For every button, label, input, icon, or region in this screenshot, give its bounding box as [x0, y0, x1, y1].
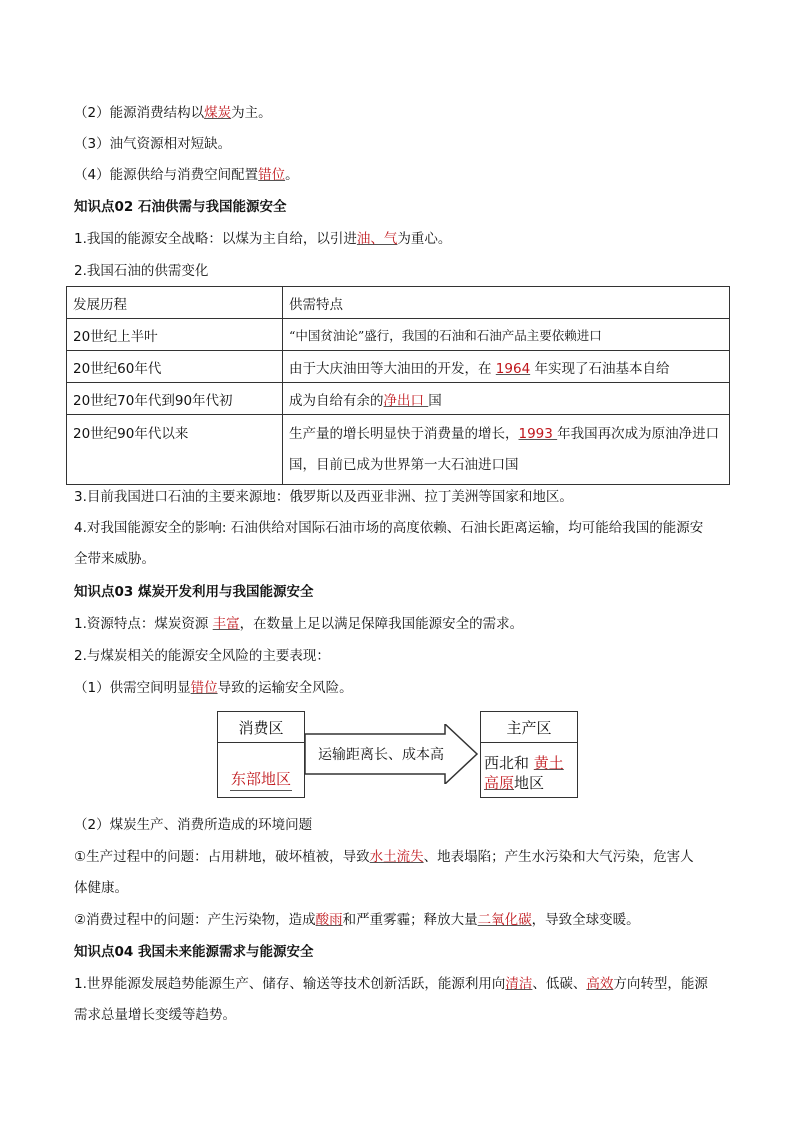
line-transport-risk: （1）供需空间明显错位导致的运输安全风险。 — [74, 680, 353, 696]
oil-supply-table — [66, 286, 730, 485]
answer-oil-gas: 油、气 — [356, 231, 398, 247]
line-oil-change-title: 2.我国石油的供需变化 — [74, 263, 209, 279]
production-region-box: 主产区 西北和 黄土 高原地区 — [480, 711, 578, 798]
answer-mismatch: 错位 — [258, 167, 286, 183]
line-production-problems-1: ①生产过程中的问题：占用耕地，破坏植被，导致水土流失、地表塌陷；产生水污染和大气污染，危害人 — [74, 849, 694, 865]
answer-acid-rain: 酸雨 — [315, 912, 343, 928]
answer-mismatch-2: 错位 — [190, 680, 218, 696]
line-consumption-structure: （2）能源消费结构以煤炭为主。 — [74, 105, 272, 121]
heading-knowledge-02: 知识点02 石油供需与我国能源安全 — [74, 199, 287, 215]
line-coal-feature: 1.资源特点：煤炭资源 丰富，在数量上足以满足保障我国能源安全的需求。 — [74, 616, 524, 632]
heading-knowledge-04: 知识点04 我国未来能源需求与能源安全 — [74, 944, 314, 960]
table-row: 20世纪60年代 由于大庆油田等大油田的开发，在 1964 年实现了石油基本自给 — [67, 351, 730, 383]
table-row: 20世纪上半叶 “中国贫油论”盛行，我国的石油和石油产品主要依赖进口 — [67, 319, 730, 351]
answer-clean: 清洁 — [505, 976, 533, 992]
line-security-strategy: 1.我国的能源安全战略：以煤为主自给，以引进油、气为重心。 — [74, 231, 452, 247]
line-security-impact-2: 全带来威胁。 — [74, 551, 155, 567]
consumption-region-box — [217, 711, 305, 798]
answer-coal: 煤炭 — [204, 105, 232, 121]
line-import-sources: 3.目前我国进口石油的主要来源地：俄罗斯以及西亚非洲、拉丁美洲等国家和地区。 — [74, 489, 573, 505]
answer-loess: 黄土 — [533, 754, 564, 772]
answer-co2: 二氧化碳 — [477, 912, 532, 928]
table-header-row — [67, 287, 730, 319]
line-supply-mismatch: （4）能源供给与消费空间配置错位。 — [74, 167, 299, 183]
line-consumption-problems: ②消费过程中的问题：产生污染物，造成酸雨和严重雾霾；释放大量二氧化碳，导致全球变暖。 — [74, 912, 640, 928]
answer-abundant: 丰富 — [212, 616, 240, 632]
table-row: 20世纪90年代以来 生产量的增长明显快于消费量的增长，1993 年我国再次成为原油净进口国，目前已成为世界第一大石油进口国 — [67, 415, 730, 485]
production-region-title: 主产区 — [506, 719, 552, 737]
line-oil-gas-short: （3）油气资源相对短缺。 — [74, 136, 232, 152]
line-security-impact-1: 4.对我国能源安全的影响: 石油供给对国际石油市场的高度依赖、石油长距离运输，均可能给我国的能源安 — [74, 520, 704, 536]
answer-eastern-region: 东部地区 — [230, 770, 291, 788]
line-production-problems-2: 体健康。 — [74, 880, 128, 896]
arrow-label: 运输距离长、成本高 — [318, 747, 444, 763]
answer-1993: 1993 — [518, 425, 558, 442]
answer-net-export: 净出口 — [383, 392, 429, 409]
consumption-region-title: 消费区 — [238, 719, 284, 737]
line-coal-risk: 2.与煤炭相关的能源安全风险的主要表现： — [74, 648, 330, 664]
header-feature: 供需特点 — [283, 287, 730, 319]
answer-plateau: 高原 — [484, 774, 515, 792]
answer-1964: 1964 — [495, 360, 531, 377]
answer-efficient: 高效 — [586, 976, 614, 992]
heading-knowledge-03: 知识点03 煤炭开发利用与我国能源安全 — [74, 584, 314, 600]
line-world-trend-1: 1.世界能源发展趋势能源生产、储存、输送等技术创新活跃，能源利用向清洁、低碳、高效方向转型，能源 — [74, 976, 708, 992]
table-row: 20世纪70年代到90年代初 成为自给有余的净出口 国 — [67, 383, 730, 415]
header-period: 发展历程 — [67, 287, 283, 319]
answer-soil-erosion: 水土流失 — [369, 849, 424, 865]
line-env-problems: （2）煤炭生产、消费所造成的环境问题 — [74, 817, 313, 833]
line-world-trend-2: 需求总量增长变缓等趋势。 — [74, 1007, 236, 1023]
